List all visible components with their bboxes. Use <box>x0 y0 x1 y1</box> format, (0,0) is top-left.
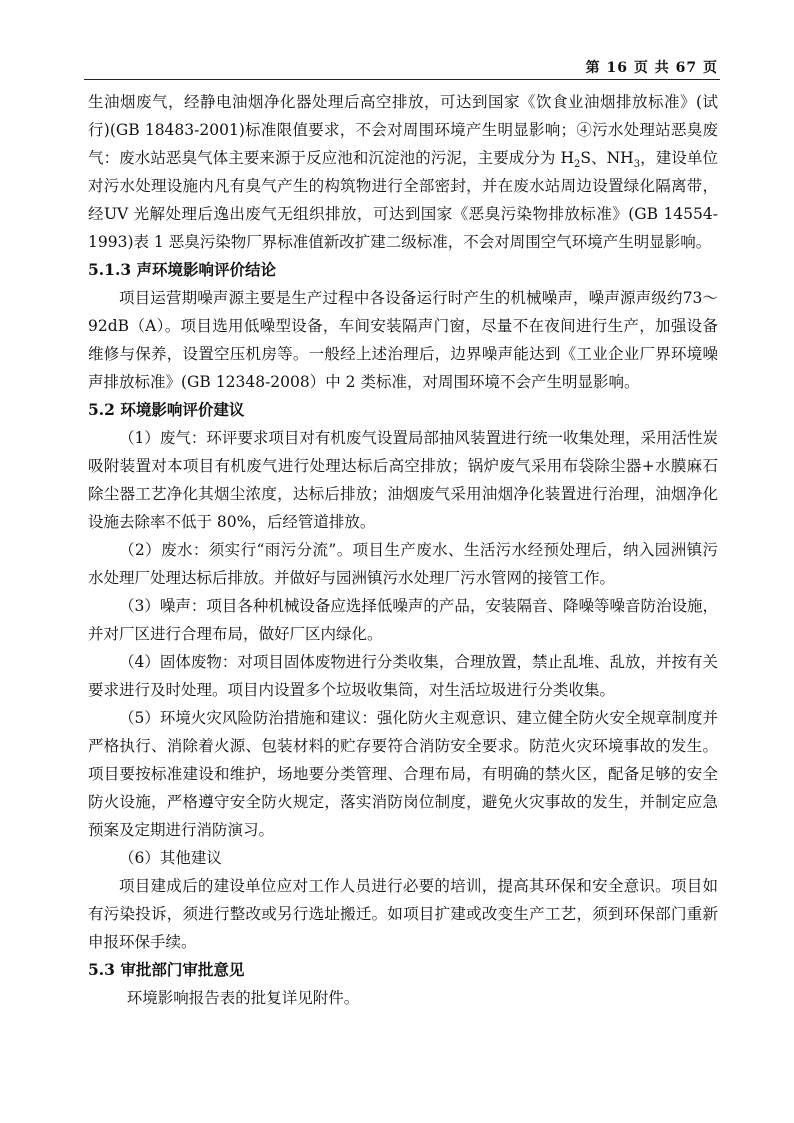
page-number: 第 16 页 共 67 页 <box>585 60 718 76</box>
subscript: 2 <box>573 159 581 171</box>
page-header <box>84 55 720 80</box>
suggestion-wastewater: （2）废水：须实行“雨污分流”。项目生产废水、生活污水经预处理后，纳入园洲镇污水处理厂处理达标后排放。并做好与园洲镇污水处理厂污水管网的接管工作。 <box>88 541 718 587</box>
page-content <box>88 88 718 1012</box>
paragraph-odor-emissions <box>88 88 718 256</box>
suggestion-other-body: 项目建成后的建设单位应对工作人员进行必要的培训，提高其环保和安全意识。项目如有污染投诉，须进行整改或另行选址搬迁。如项目扩建或改变生产工艺，须到环保部门重新申报环保手续。 <box>88 877 718 951</box>
paragraph-approval: 环境影响报告表的批复详见附件。 <box>126 989 360 1007</box>
suggestion-noise: （3）噪声：项目各种机械设备应选择低噪声的产品，安装隔音、降噪等噪音防治设施，并对厂区进行合理布局，做好厂区内绿化。 <box>88 597 718 643</box>
heading-5-3: 5.3 审批部门审批意见 <box>88 960 245 979</box>
suggestion-other-heading: （6）其他建议 <box>119 849 222 867</box>
heading-5-2: 5.2 环境影响评价建议 <box>88 400 245 419</box>
heading-5-1-3: 5.1.3 声环境影响评价结论 <box>88 260 277 279</box>
suggestion-solid-waste: （4）固体废物：对项目固体废物进行分类收集，合理放置，禁止乱堆、乱放，并按有关要求进行及时处理。项目内设置多个垃圾收集筒，对生活垃圾进行分类收集。 <box>88 653 718 699</box>
text-run: ，建设单位对污水处理设施内凡有臭气产生的构筑物进行全部密封，并在废水站周边设置绿化隔离带，经UV 光解处理后逸出废气无组织排放，可达到国家《恶臭污染物排放标准》(GB 14554-1993)表 1 恶臭污染物厂界标准值新改扩建二级标准，不会对周围空气环境产生明显影响。 <box>88 149 718 251</box>
text-run: 生油烟废气，经静电油烟净化器处理后高空排放，可达到国家《饮食业油烟排放标准》(试行)(GB 18483-2001)标准限值要求，不会对周围环境产生明显影响；④污水处理站恶臭废气：废水站恶臭气体主要来源于反应池和沉淀池的污泥，主要成分为 H <box>88 93 718 167</box>
suggestion-exhaust: （1）废气：环评要求项目对有机废气设置局部抽风装置进行统一收集处理，采用活性炭吸附装置对本项目有机废气进行处理达标后高空排放；锅炉废气采用布袋除尘器+水膜麻石除尘器工艺净化其烟尘浓度，达标后排放；油烟废气采用油烟净化装置进行治理，油烟净化设施去除率不低于 80%，后经管道排放。 <box>88 429 718 531</box>
subscript: 3 <box>633 159 641 171</box>
paragraph-noise-conclusion: 项目运营期噪声源主要是生产过程中各设备运行时产生的机械噪声，噪声源声级约73～92dB（A）。项目选用低噪型设备，车间安装隔声门窗，尽量不在夜间进行生产，加强设备维修与保养，设置空压机房等。一般经上述治理后，边界噪声能达到《工业企业厂界环境噪声排放标准》(GB 12348-2008）中 2 类标准，对周围环境不会产生明显影响。 <box>88 289 718 391</box>
text-run: S、NH <box>580 149 634 167</box>
suggestion-fire-risk: （5）环境火灾风险防治措施和建议：强化防火主观意识、建立健全防火安全规章制度并严格执行、消除着火源、包装材料的贮存要符合消防安全要求。防范火灾环境事故的发生。项目要按标准建设和维护，场地要分类管理、合理布局，有明确的禁火区，配备足够的安全防火设施，严格遵守安全防火规定，落实消防岗位制度，避免火灾事故的发生，并制定应急预案及定期进行消防演习。 <box>88 709 718 839</box>
